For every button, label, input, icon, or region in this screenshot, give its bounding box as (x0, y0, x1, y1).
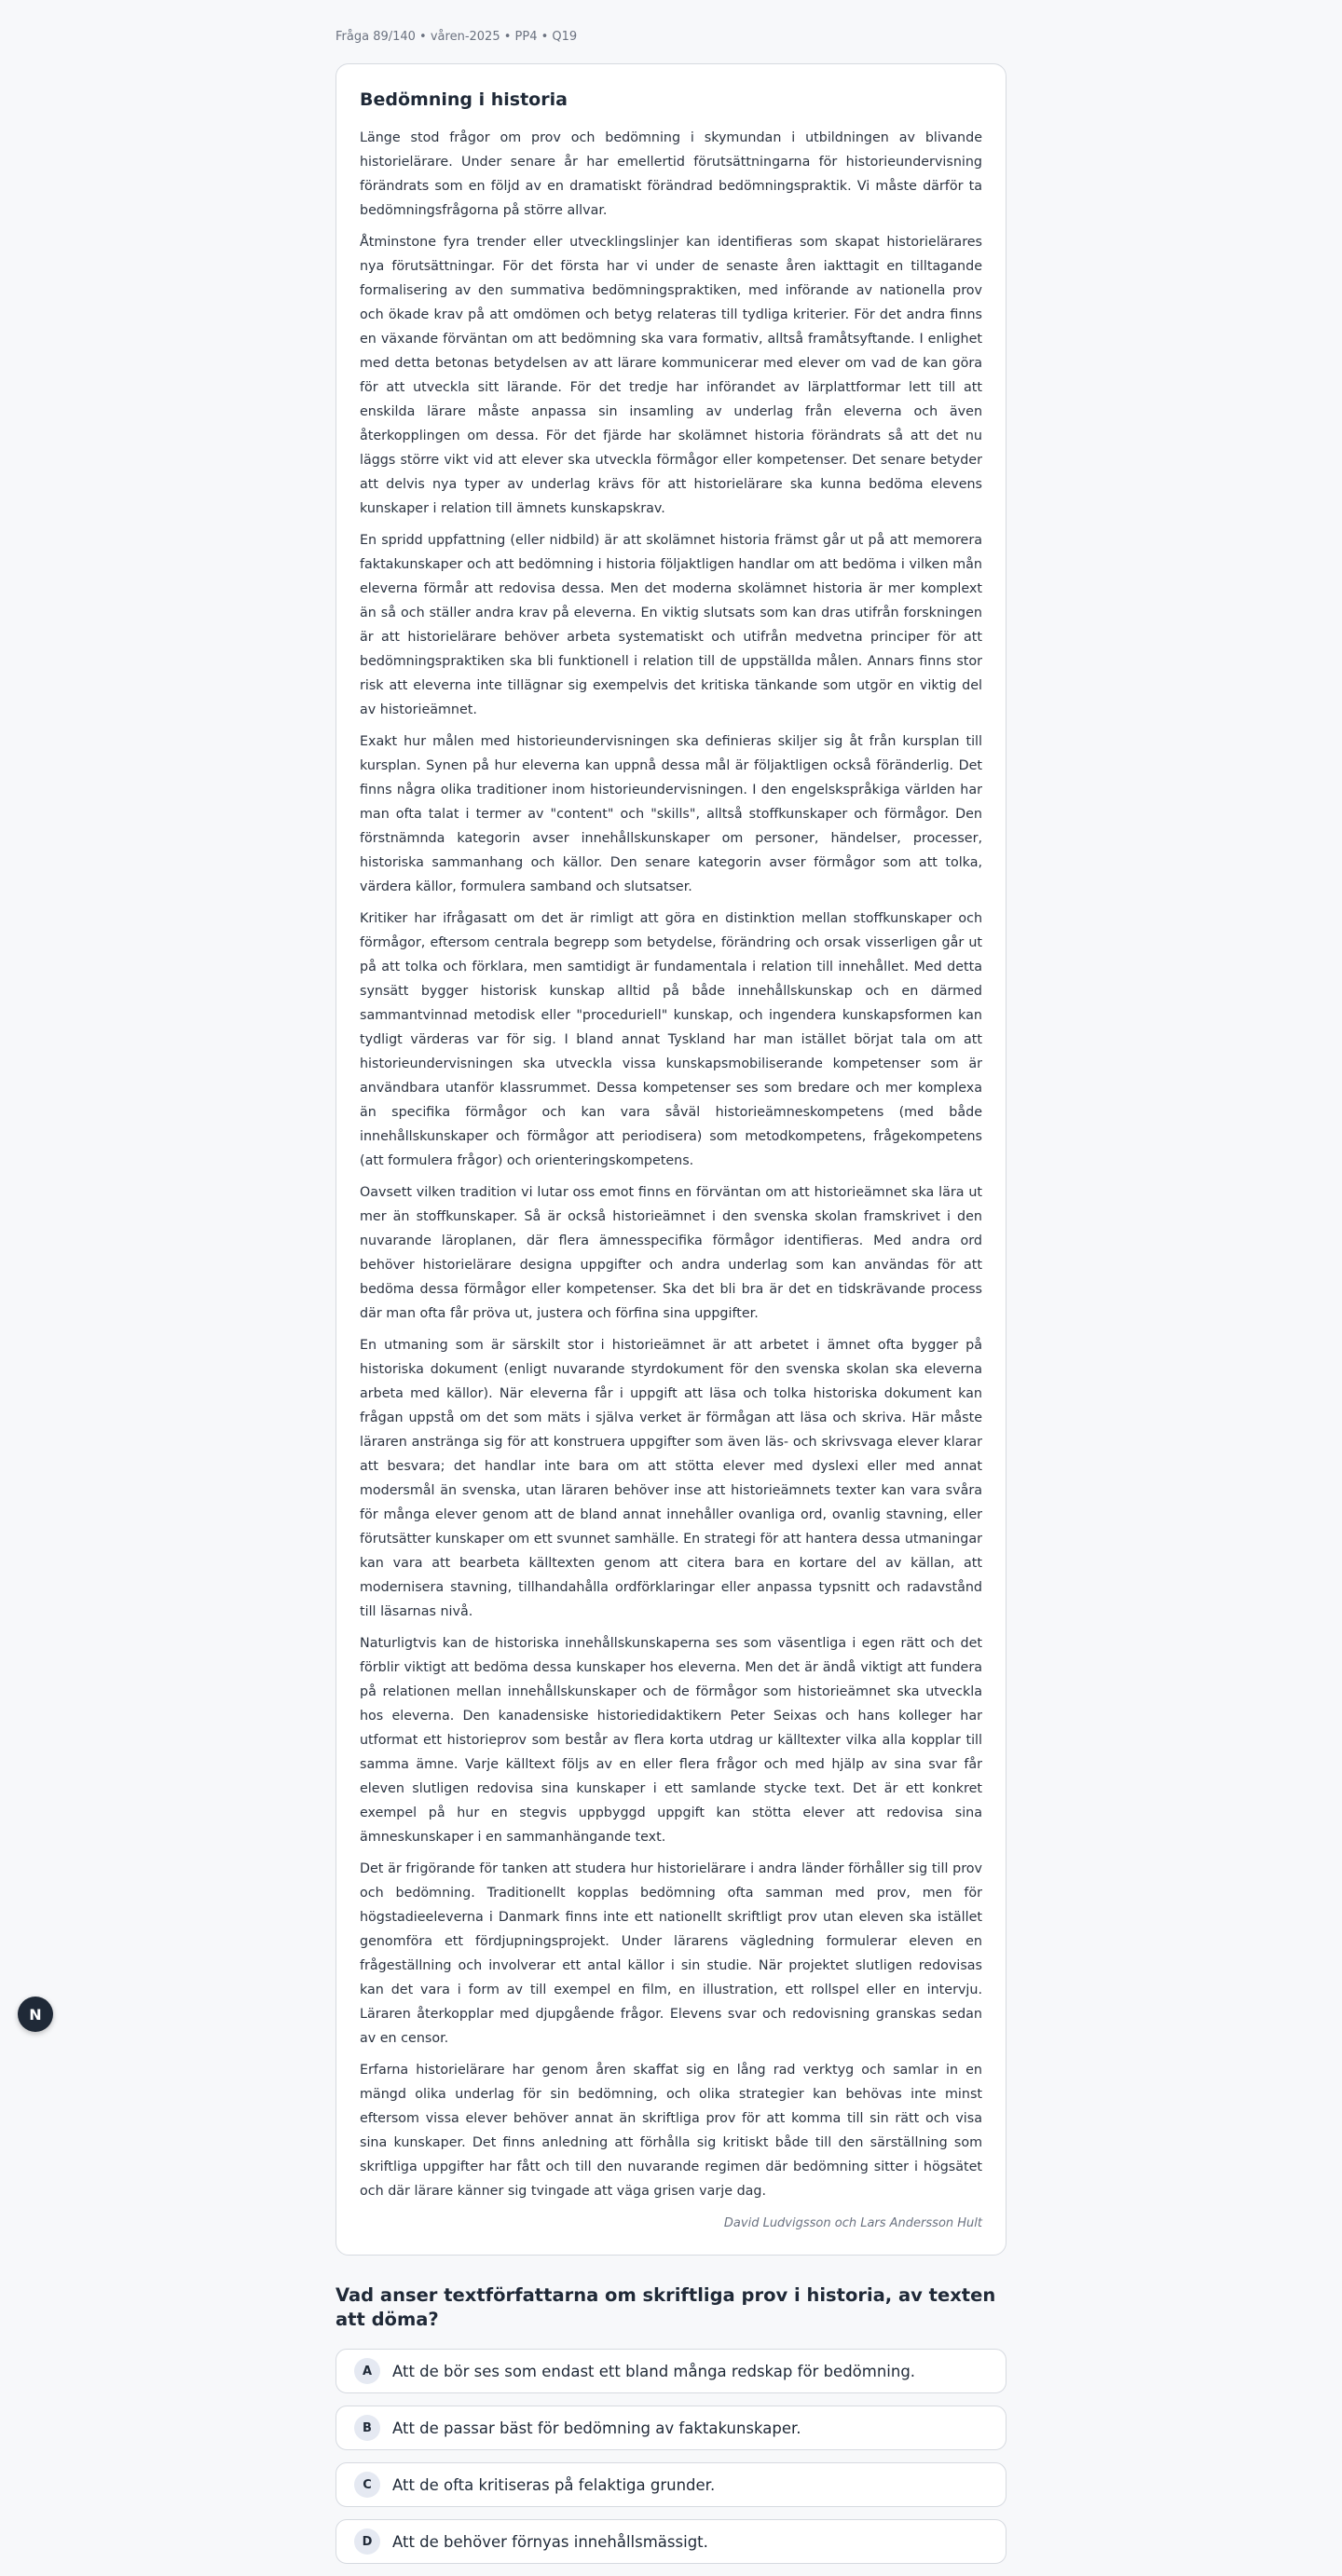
passage-paragraph: En utmaning som är särskilt stor i historieämnet är att arbetet i ämnet ofta bygger på historiska dokument (enligt nuvarande styrdokument för den svenska skolan ska eleverna arbeta med källor). När eleverna får i uppgift att läsa och tolka historiska dokument kan frågan uppstå om det som mäts i själva verket är förmågan att läsa och skriva. Här måste läraren anstränga sig för att konstruera uppgifter som även läs- och skrivsvaga elever klarar att besvara; det handlar inte bara om att stötta elever med dyslexi eller med annat modersmål än svenska, utan läraren behöver inse att historieämnets texter kan vara svåra för många elever genom att de bland annat innehåller ovanliga ord, ovanlig stavning, eller förutsätter kunskaper om ett svunnet samhälle. En strategi för att hantera dessa utmaningar kan vara att bearbeta källtexten genom att citera bara en kortare del av källan, att modernisera stavning, tillhandahålla ordförklaringar eller anpassa typsnitt och radavstånd till läsarnas nivå. (360, 1338, 982, 1619)
option-text: Att de bör ses som endast ett bland många redskap för bedömning. (392, 2362, 916, 2380)
passage-paragraph: En spridd uppfattning (eller nidbild) är att skolämnet historia främst går ut på att memorera faktakunskaper och att bedömning i historia följaktligen handlar om att bedöma i vilken mån eleverna förmår att redovisa dessa. Men det moderna skolämnet historia är mer komplext än så och ställer andra krav på eleverna. En viktig slutsats som kan dras utifrån forskningen är att historielärare behöver arbeta systematiskt och utifrån medvetna principer för att bedömningspraktiken ska bli funktionell i relation till de uppställda målen. Annars finns stor risk att eleverna inte tillägnar sig exempelvis det kritiska tänkande som utgör en viktig del av historieämnet. (360, 533, 982, 717)
option-letter-badge: A (354, 2358, 380, 2384)
option-letter-badge: D (354, 2528, 380, 2555)
answer-option-d[interactable] (336, 2519, 1006, 2564)
passage-paragraph: Det är frigörande för tanken att studera hur historielärare i andra länder förhåller sig till prov och bedömning. Traditionellt kopplas bedömning ofta samman med prov, men för högstadieeleverna i Danmark finns inte ett nationellt skriftligt prov utan eleven ska istället genomföra ett fördjupningsprojekt. Under lärarens vägledning formulerar eleven en frågeställning och involverar ett antal källor i sin studie. När projektet slutligen redovisas kan det vara i form av till exempel en film, en illustration, ett rollspel eller en intervju. Läraren återkopplar med djupgående frågor. Elevens svar och redovisning granskas sedan av en censor. (360, 1861, 982, 2046)
answer-option-c[interactable] (336, 2462, 1006, 2507)
answer-option-a[interactable] (336, 2349, 1006, 2393)
passage-paragraph: Kritiker har ifrågasatt om det är rimligt att göra en distinktion mellan stoffkunskaper och förmågor, eftersom centrala begrepp som betydelse, förändring och orsak visserligen går ut på att tolka och förklara, men samtidigt är fundamentala i relation till innehållet. Med detta synsätt bygger historisk kunskap alltid på både innehållskunskap och en därmed sammantvinnad metodisk eller "proceduriell" kunskap, och ingendera kunskapsformen kan tydligt värderas var för sig. I bland annat Tyskland har man istället börjat tala om att historieundervisningen ska utveckla vissa kunskapsmobiliserande kompetenser som är användbara utanför klassrummet. Dessa kompetenser ses som bredare och mer komplexa än specifika förmågor och kan vara såväl historieämneskompetens (med både innehållskunskaper och förmågor att periodisera) som metodkompetens, frågekompetens (att formulera frågor) och orienteringskompetens. (360, 911, 982, 1168)
option-text: Att de behöver förnyas innehållsmässigt. (392, 2532, 708, 2551)
passage-card (336, 63, 1006, 2256)
option-text: Att de ofta kritiseras på felaktiga grunder. (392, 2475, 716, 2494)
answer-option-b[interactable] (336, 2406, 1006, 2450)
question-text: Vad anser textförfattarna om skriftliga prov i historia, av texten att döma? (336, 2284, 996, 2330)
passage-author: David Ludvigsson och Lars Andersson Hult (723, 2216, 982, 2230)
option-text: Att de passar bäst för bedömning av faktakunskaper. (392, 2419, 801, 2437)
option-letter-badge: C (354, 2472, 380, 2498)
page-container (336, 0, 1006, 2576)
n-logo-icon[interactable]: N (18, 1997, 53, 2032)
passage-paragraph: Naturligtvis kan de historiska innehållskunskaperna ses som väsentliga i egen rätt och det förblir viktigt att bedöma dessa kunskaper hos eleverna. Men det är ändå viktigt att fundera på relationen mellan innehållskunskaper och de förmågor som historieämnet ska utveckla hos eleverna. Den kanadensiske historiedidaktikern Peter Seixas och hans kolleger har utformat ett historieprov som består av flera korta utdrag ur källtexter vilka alla kopplar till samma ämne. Varje källtext följs av en eller flera frågor och med hjälp av sina svar får eleven slutligen redovisa sina kunskaper i ett samlande stycke text. Det är ett konkret exempel på hur en stegvis uppbyggd uppgift kan stötta elever att redovisa sina ämneskunskaper i en sammanhängande text. (360, 1636, 982, 1845)
passage-title: Bedömning i historia (360, 89, 568, 110)
option-letter-badge: B (354, 2415, 380, 2441)
passage-paragraph: Erfarna historielärare har genom åren skaffat sig en lång rad verktyg och samlar in en mängd olika underlag för sin bedömning, och olika strategier kan behövas inte minst eftersom vissa elever behöver annat än skriftliga prov för att komma till sin rätt och visa sina kunskaper. Det finns anledning att förhålla sig kritiskt både till den särställning som skriftliga uppgifter har fått och till den nuvarande regimen där bedömning sitter i högsätet och där lärare känner sig tvingade att väga grisen varje dag. (360, 2063, 982, 2199)
breadcrumb: Fråga 89/140 • våren-2025 • PP4 • Q19 (336, 30, 578, 44)
passage-paragraph: Åtminstone fyra trender eller utvecklingslinjer kan identifieras som skapat historielärares nya förutsättningar. För det första har vi under de senaste åren iakttagit en tilltagande formalisering av den summativa bedömningspraktiken, med införande av nationella prov och ökade krav på att omdömen och betyg relateras till tydliga kriterier. För det andra finns en växande förväntan om att bedömning ska vara formativ, alltså framåtsyftande. I enlighet med detta betonas betydelsen av att lärare kommunicerar med elever om vad de kan göra för att utveckla sitt lärande. För det tredje har införandet av lärplattformar lett till att enskilda lärare måste anpassa sin insamling av underlag från eleverna och även återkopplingen om dessa. För det fjärde har skolämnet historia förändrats så att det nu läggs större vikt vid att elever ska utveckla förmågor eller kompetenser. Det senare betyder att delvis nya typer av underlag krävs för att historielärare ska kunna bedöma elevens kunskaper i relation till ämnets kunskapskrav. (360, 235, 982, 516)
passage-paragraph: Oavsett vilken tradition vi lutar oss emot finns en förväntan om att historieämnet ska lära ut mer än stoffkunskaper. Så är också historieämnet i den svenska skolan framskrivet i den nuvarande läroplanen, där flera ämnesspecifika förmågor identifieras. Med andra ord behöver historielärare designa uppgifter och andra underlag som kan användas för att bedöma dessa förmågor eller kompetenser. Ska det bli bra är det en tidskrävande process där man ofta får pröva ut, justera och förfina sina uppgifter. (360, 1185, 982, 1321)
passage-paragraph: Exakt hur målen med historieundervisningen ska definieras skiljer sig åt från kursplan till kursplan. Synen på hur eleverna kan uppnå dessa mål är följaktligen också föränderlig. Det finns några olika traditioner inom historieundervisningen. I den engelskspråkiga världen har man ofta talat i termer av "content" och "skills", alltså stoffkunskaper och förmågor. Den förstnämnda kategorin avser innehållskunskaper om personer, händelser, processer, historiska sammanhang och källor. Den senare kategorin avser förmågor som att tolka, värdera källor, formulera samband och slutsatser. (360, 734, 982, 894)
passage-paragraph: Länge stod frågor om prov och bedömning i skymundan i utbildningen av blivande historielärare. Under senare år har emellertid förutsättningarna för historieundervisning förändrats som en följd av en dramatiskt förändrad bedömningspraktik. Vi måste därför ta bedömningsfrågorna på större allvar. (360, 130, 982, 218)
